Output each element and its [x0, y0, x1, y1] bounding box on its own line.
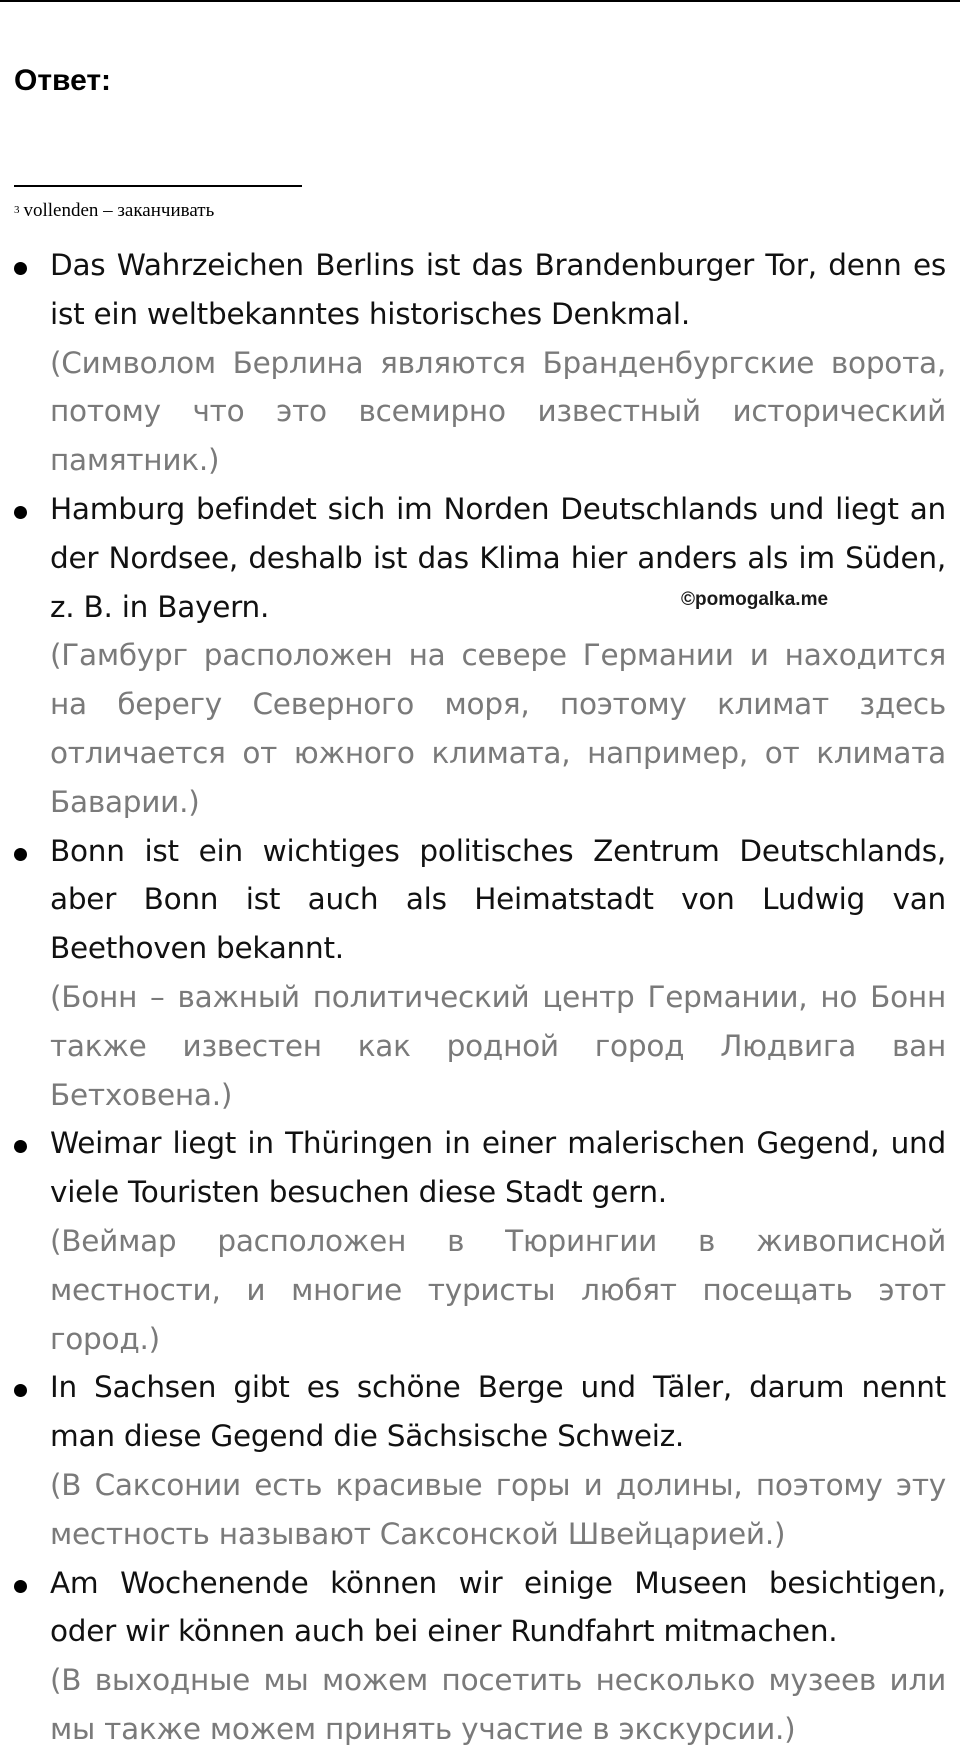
- answer-list: [0, 241, 960, 1754]
- footnote: [14, 200, 214, 222]
- list-item: [0, 1559, 946, 1754]
- russian-translation: (Бонн – важный политический центр Германии, но Бонн также известен как родной город Людвига ван Бетховена.): [50, 979, 946, 1112]
- russian-translation: (Символом Берлина являются Бранденбургские ворота, потому что это всемирно известный исторический памятник.): [50, 345, 946, 478]
- footnote-text: vollenden – заканчивать: [23, 200, 215, 221]
- german-sentence: Am Wochenende können wir einige Museen besichtigen, oder wir können auch bei einer Rundfahrt mitmachen.: [50, 1565, 946, 1649]
- list-item: [0, 1119, 946, 1363]
- footnote-number: 3: [14, 204, 20, 216]
- german-sentence: Bonn ist ein wichtiges politisches Zentrum Deutschlands, aber Bonn ist auch als Heimatstadt von Ludwig van Beethoven bekannt.: [50, 833, 946, 966]
- bullet-icon: [14, 262, 27, 275]
- russian-translation: (В выходные мы можем посетить несколько музеев или мы также можем принять участие в экскурсии.): [50, 1663, 946, 1746]
- russian-translation: (В Саксонии есть красивые горы и долины, поэтому эту местность называют Саксонской Швейцарией.): [50, 1467, 946, 1551]
- bullet-icon: [14, 506, 27, 519]
- german-sentence: In Sachsen gibt es schöne Berge und Täler, darum nennt man diese Gegend die Sächsische Schweiz.: [50, 1370, 946, 1454]
- list-item: [0, 1363, 946, 1558]
- list-item: [0, 827, 946, 1120]
- russian-translation: (Гамбург расположен на севере Германии и находится на берегу Северного моря, поэтому климат здесь отличается от южного климата, например, от климата Баварии.): [50, 638, 946, 819]
- list-item: [0, 241, 946, 485]
- bullet-icon: [14, 1580, 27, 1593]
- top-border-line: [0, 0, 960, 2]
- watermark: ©pomogalka.me: [681, 589, 829, 610]
- bullet-icon: [14, 1384, 27, 1397]
- german-sentence: Das Wahrzeichen Berlins ist das Brandenburger Tor, denn es ist ein weltbekanntes historisches Denkmal.: [50, 248, 946, 331]
- russian-translation: (Веймар расположен в Тюрингии в живописной местности, и многие туристы любят посещать этот город.): [50, 1223, 946, 1356]
- list-item: [0, 485, 946, 827]
- answer-heading: Ответ:: [14, 64, 112, 97]
- german-sentence: Weimar liegt in Thüringen in einer malerischen Gegend, und viele Touristen besuchen diese Stadt gern.: [50, 1126, 946, 1210]
- german-sentence: Hamburg befindet sich im Norden Deutschlands und liegt an der Nordsee, deshalb ist das Klima hier anders als im Süden, z. B. in Bayern.: [50, 491, 946, 624]
- bullet-icon: [14, 1140, 27, 1153]
- footnote-separator: [14, 185, 302, 187]
- bullet-icon: [14, 848, 27, 861]
